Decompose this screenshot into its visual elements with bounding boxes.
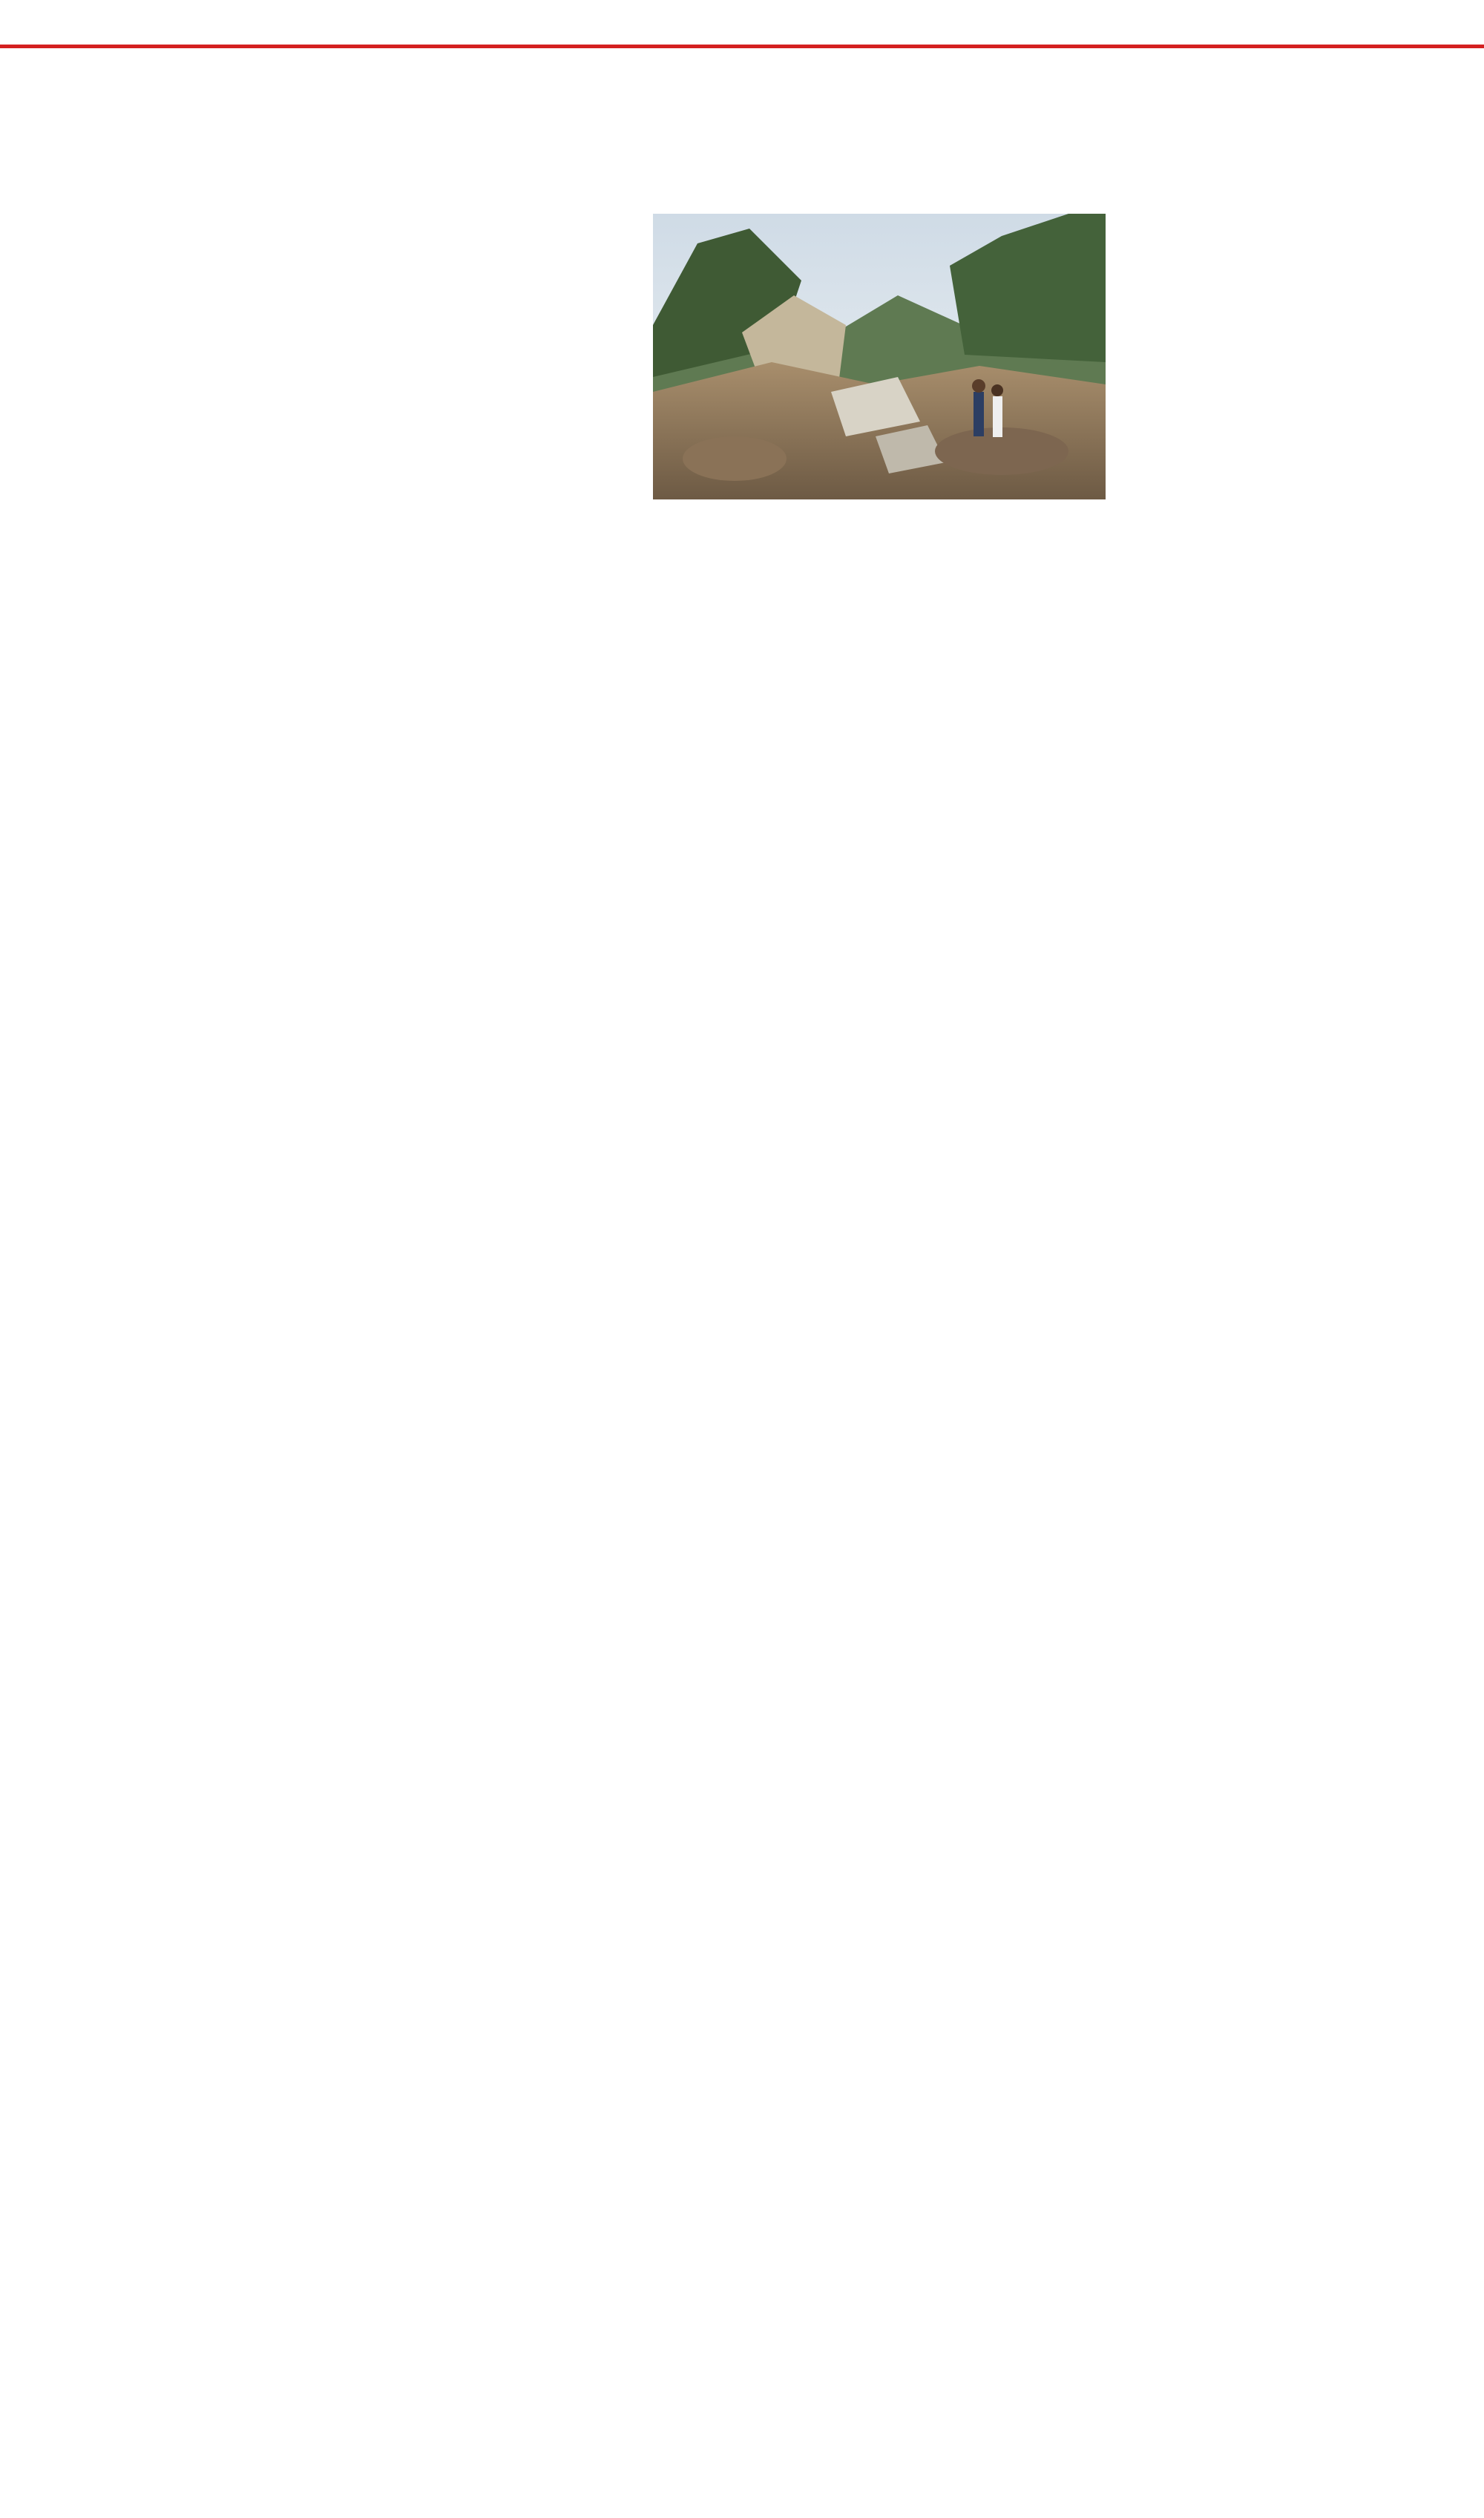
left-column	[43, 223, 729, 249]
masthead	[1456, 4, 1472, 38]
page-header	[0, 0, 1484, 45]
header-rule	[0, 45, 1484, 48]
right-column-top	[913, 257, 1202, 283]
right-column	[913, 519, 1201, 545]
